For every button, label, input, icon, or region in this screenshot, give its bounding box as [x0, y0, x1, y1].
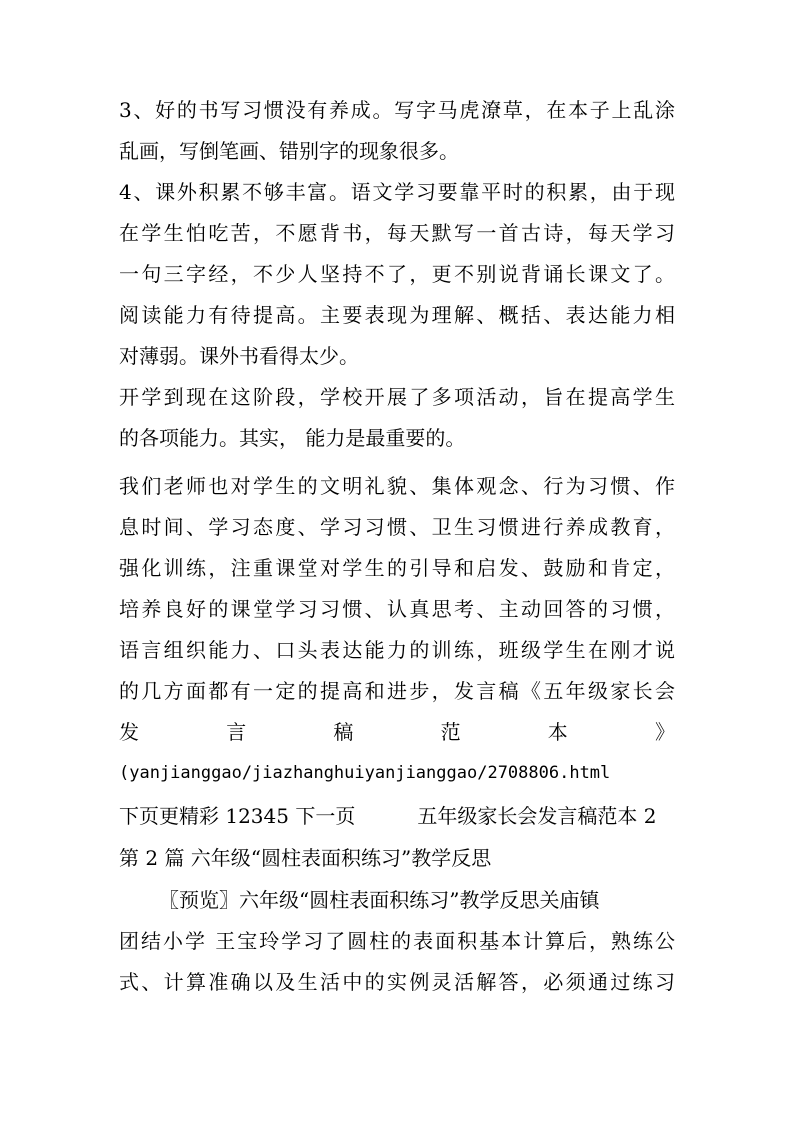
section-heading: 第 2 篇 六年级“圆柱表面积练习”教学反思 [119, 846, 492, 870]
paragraph-line-spread: 发 言 稿 范 本 》 [119, 720, 675, 744]
paragraph-line: 息时间、学习态度、学习习惯、卫生习惯进行养成教育， [119, 515, 675, 539]
paragraph-line: 对薄弱。课外书看得太少。 [119, 344, 359, 368]
paragraph-line: 我们老师也对学生的文明礼貌、集体观念、行为习惯、作 [119, 474, 675, 498]
paragraph-line: 强化训练，注重课堂对学生的引导和启发、鼓励和肯定， [119, 556, 675, 580]
paragraph-line: 团结小学 王宝玲学习了圆柱的表面积基本计算后，熟练公 [119, 929, 675, 953]
paragraph-line: 的各项能力。其实， 能力是最重要的。 [119, 426, 466, 450]
paragraph-line: 3、好的书写习惯没有养成。写字马虎潦草，在本子上乱涂 [119, 98, 675, 122]
paragraph-line: 乱画，写倒笔画、错别字的现象很多。 [119, 139, 459, 163]
paragraph-line: 在学生怕吃苦，不愿背书，每天默写一首古诗，每天学习 [119, 221, 675, 245]
pager-text[interactable]: 下页更精彩 12345 下一页 [119, 804, 356, 828]
paragraph-line: 开学到现在这阶段，学校开展了多项活动，旨在提高学生 [119, 385, 675, 409]
paragraph-line: 一句三字经，不少人坚持不了，更不别说背诵长课文了。 [119, 262, 675, 286]
next-article-title[interactable]: 五年级家长会发言稿范本 2 [417, 804, 657, 828]
paragraph-line: 〖预览〗六年级“圆柱表面积练习”教学反思关庙镇 [159, 888, 600, 912]
paragraph-line: 4、课外积累不够丰富。语文学习要靠平时的积累，由于现 [119, 180, 675, 204]
paragraph-line: 语言组织能力、口头表达能力的训练，班级学生在刚才说 [119, 638, 675, 662]
paragraph-line: 式、计算准确以及生活中的实例灵活解答，必须通过练习 [119, 970, 675, 994]
article-url: (yanjianggao/jiazhanghuiyanjianggao/2708806.html [119, 763, 611, 783]
paragraph-line: 阅读能力有待提高。主要表现为理解、概括、表达能力相 [119, 303, 675, 327]
paragraph-line: 培养良好的课堂学习习惯、认真思考、主动回答的习惯， [119, 597, 675, 621]
pager-line [119, 796, 675, 836]
paragraph-line: 的几方面都有一定的提高和进步，发言稿《五年级家长会 [119, 679, 675, 703]
